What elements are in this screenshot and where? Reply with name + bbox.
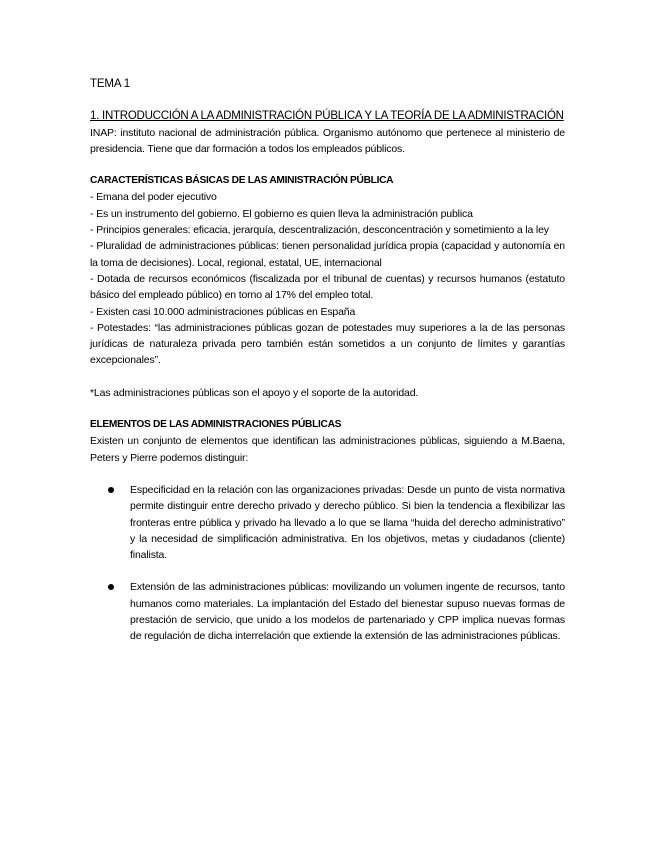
bullet-text: Especificidad en la relación con las organizaciones privadas: Desde un punto de vista normativa permite distinguir entre derecho privado y derecho público. Si bien la tendencia a flexibilizar las fronteras entre pública y privado ha llevado a lo que se llama “huida del derecho administrativo” y la necesidad de simplificación administrativa. En los objetivos, metas y ciudadanos (cliente) finalista. xyxy=(130,483,565,562)
caracteristicas-heading: CARACTERÍSTICAS BÁSICAS DE LAS AMINISTRACIÓN PÚBLICA xyxy=(90,175,394,187)
document-content xyxy=(90,76,565,661)
main-heading: 1. INTRODUCCIÓN A LA ADMINISTRACIÓN PÚBLICA Y LA TEORÍA DE LA ADMINISTRACIÓN xyxy=(90,110,564,123)
intro-paragraph: INAP: instituto nacional de administración pública. Organismo autónomo que pertenece al ministerio de presidencia. Tiene que dar formación a todos los empleados públicos. xyxy=(90,126,565,155)
bullet-icon xyxy=(108,584,114,590)
bullet-item xyxy=(90,482,565,563)
list-item: - Emana del poder ejecutivo xyxy=(90,191,217,204)
list-item: - Potestades: “las administraciones públicas gozan de potestades muy superiores a la de las personas jurídicas de naturaleza privada pero también están sometidos a un conjunto de límites y garantías excepcionales”. xyxy=(90,321,565,367)
bullet-text: Extensión de las administraciones públicas: movilizando un volumen ingente de recursos, tanto humanos como materiales. La implantación del Estado del bienestar supuso nuevas formas de prestación de servicio, que unido a los modelos de partenariado y CPP implica nuevas formas de regulación de dicha interrelación que extiende la extensión de las administraciones públicas. xyxy=(130,581,565,643)
list-item: - Dotada de recursos económicos (fiscalizada por el tribunal de cuentas) y recursos humanos (estatuto básico del empleado público) en torno al 17% del empleo total. xyxy=(90,272,565,302)
note-paragraph: *Las administraciones públicas son el apoyo y el soporte de la autoridad. xyxy=(90,386,419,399)
elementos-heading: ELEMENTOS DE LAS ADMINISTRACIONES PÚBLICAS xyxy=(90,419,342,431)
list-item: - Pluralidad de administraciones públicas: tienen personalidad jurídica propia (capacidad y autonomía en la toma de decisiones). Local, regional, estatal, UE, internacional xyxy=(90,240,565,269)
bullet-icon xyxy=(108,487,114,493)
elementos-bullet-list xyxy=(90,482,565,645)
caracteristicas-list xyxy=(90,189,565,368)
bullet-item xyxy=(90,579,565,644)
spacer xyxy=(90,369,565,385)
elementos-intro: Existen un conjunto de elementos que identifican las administraciones públicas, siguiendo a M.Baena, Peters y Pierre podemos distinguir: xyxy=(90,435,565,464)
list-item: - Existen casi 10.000 administraciones públicas en España xyxy=(90,305,356,318)
list-item: - Es un instrumento del gobierno. El gobierno es quien lleva la administración publica xyxy=(90,207,473,220)
tema-label: TEMA 1 xyxy=(90,78,131,90)
list-item: - Principios generales: eficacia, jerarquía, descentralización, desconcentración y sometimiento a la ley xyxy=(90,224,549,237)
